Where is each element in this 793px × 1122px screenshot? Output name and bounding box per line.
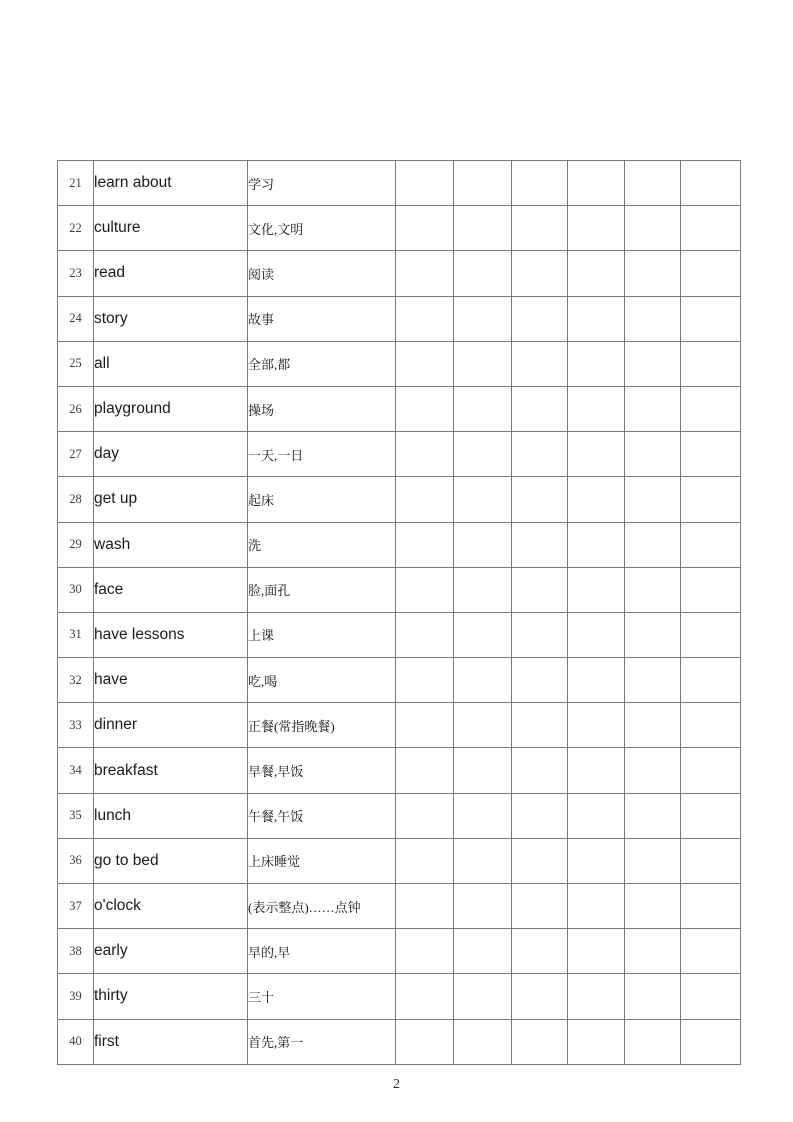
practice-cell	[512, 251, 568, 296]
row-number: 27	[58, 432, 94, 477]
practice-cell	[568, 206, 625, 251]
english-word: lunch	[94, 793, 248, 838]
row-number: 29	[58, 522, 94, 567]
table-row	[58, 884, 741, 929]
english-word: have lessons	[94, 612, 248, 657]
row-number: 23	[58, 251, 94, 296]
practice-cell	[396, 206, 454, 251]
table-row	[58, 703, 741, 748]
practice-cell	[454, 838, 512, 883]
row-number: 28	[58, 477, 94, 522]
practice-cell	[512, 296, 568, 341]
english-word: story	[94, 296, 248, 341]
row-number: 39	[58, 974, 94, 1019]
row-number: 32	[58, 658, 94, 703]
practice-cell	[625, 974, 681, 1019]
practice-cell	[396, 522, 454, 567]
practice-cell	[396, 929, 454, 974]
english-word: day	[94, 432, 248, 477]
practice-cell	[681, 793, 741, 838]
practice-cell	[681, 341, 741, 386]
english-word: read	[94, 251, 248, 296]
practice-cell	[512, 477, 568, 522]
english-word: thirty	[94, 974, 248, 1019]
practice-cell	[625, 296, 681, 341]
practice-cell	[625, 432, 681, 477]
practice-cell	[681, 206, 741, 251]
vocabulary-table	[57, 160, 741, 1065]
english-word: early	[94, 929, 248, 974]
practice-cell	[568, 703, 625, 748]
practice-cell	[568, 161, 625, 206]
practice-cell	[568, 386, 625, 431]
chinese-meaning: 操场	[248, 386, 396, 431]
english-word: have	[94, 658, 248, 703]
practice-cell	[681, 929, 741, 974]
english-word: all	[94, 341, 248, 386]
chinese-meaning: 一天,一日	[248, 432, 396, 477]
table-row	[58, 251, 741, 296]
table-row	[58, 567, 741, 612]
chinese-meaning: 文化,文明	[248, 206, 396, 251]
chinese-meaning: 洗	[248, 522, 396, 567]
practice-cell	[396, 477, 454, 522]
english-word: get up	[94, 477, 248, 522]
practice-cell	[681, 838, 741, 883]
practice-cell	[568, 884, 625, 929]
practice-cell	[681, 612, 741, 657]
practice-cell	[454, 432, 512, 477]
table-row	[58, 206, 741, 251]
practice-cell	[568, 477, 625, 522]
practice-cell	[512, 522, 568, 567]
row-number: 21	[58, 161, 94, 206]
practice-cell	[396, 296, 454, 341]
practice-cell	[396, 612, 454, 657]
practice-cell	[681, 1019, 741, 1064]
practice-cell	[396, 386, 454, 431]
table-row	[58, 432, 741, 477]
row-number: 40	[58, 1019, 94, 1064]
practice-cell	[512, 161, 568, 206]
table-row	[58, 161, 741, 206]
practice-cell	[568, 974, 625, 1019]
table-row	[58, 1019, 741, 1064]
practice-cell	[512, 432, 568, 477]
practice-cell	[512, 884, 568, 929]
practice-cell	[512, 567, 568, 612]
practice-cell	[512, 658, 568, 703]
practice-cell	[625, 793, 681, 838]
practice-cell	[681, 884, 741, 929]
practice-cell	[568, 341, 625, 386]
practice-cell	[681, 161, 741, 206]
table-row	[58, 341, 741, 386]
practice-cell	[625, 703, 681, 748]
practice-cell	[454, 1019, 512, 1064]
practice-cell	[396, 432, 454, 477]
practice-cell	[625, 567, 681, 612]
table-body	[58, 161, 741, 1065]
practice-cell	[454, 251, 512, 296]
table-row	[58, 838, 741, 883]
chinese-meaning: 午餐,午饭	[248, 793, 396, 838]
table-row	[58, 929, 741, 974]
practice-cell	[681, 386, 741, 431]
practice-cell	[625, 1019, 681, 1064]
practice-cell	[454, 929, 512, 974]
practice-cell	[454, 748, 512, 793]
chinese-meaning: 早餐,早饭	[248, 748, 396, 793]
practice-cell	[625, 341, 681, 386]
practice-cell	[454, 793, 512, 838]
practice-cell	[396, 748, 454, 793]
practice-cell	[568, 929, 625, 974]
row-number: 38	[58, 929, 94, 974]
row-number: 25	[58, 341, 94, 386]
practice-cell	[512, 703, 568, 748]
practice-cell	[625, 658, 681, 703]
english-word: playground	[94, 386, 248, 431]
practice-cell	[512, 386, 568, 431]
practice-cell	[681, 251, 741, 296]
practice-cell	[681, 748, 741, 793]
practice-cell	[568, 522, 625, 567]
practice-cell	[625, 612, 681, 657]
practice-cell	[568, 838, 625, 883]
practice-cell	[625, 477, 681, 522]
practice-cell	[454, 386, 512, 431]
practice-cell	[396, 838, 454, 883]
practice-cell	[568, 251, 625, 296]
table-row	[58, 658, 741, 703]
practice-cell	[568, 658, 625, 703]
table-row	[58, 522, 741, 567]
practice-cell	[396, 1019, 454, 1064]
chinese-meaning: 阅读	[248, 251, 396, 296]
practice-cell	[454, 612, 512, 657]
table-row	[58, 748, 741, 793]
english-word: o'clock	[94, 884, 248, 929]
chinese-meaning: 学习	[248, 161, 396, 206]
practice-cell	[396, 884, 454, 929]
row-number: 34	[58, 748, 94, 793]
practice-cell	[454, 341, 512, 386]
practice-cell	[454, 477, 512, 522]
practice-cell	[396, 974, 454, 1019]
practice-cell	[396, 567, 454, 612]
table-row	[58, 296, 741, 341]
practice-cell	[396, 161, 454, 206]
chinese-meaning: 早的,早	[248, 929, 396, 974]
row-number: 33	[58, 703, 94, 748]
chinese-meaning: 故事	[248, 296, 396, 341]
practice-cell	[396, 658, 454, 703]
english-word: dinner	[94, 703, 248, 748]
chinese-meaning: 全部,都	[248, 341, 396, 386]
table-row	[58, 477, 741, 522]
chinese-meaning: 上床睡觉	[248, 838, 396, 883]
practice-cell	[512, 838, 568, 883]
row-number: 30	[58, 567, 94, 612]
practice-cell	[625, 884, 681, 929]
practice-cell	[454, 974, 512, 1019]
table-row	[58, 386, 741, 431]
practice-cell	[454, 161, 512, 206]
practice-cell	[454, 567, 512, 612]
row-number: 26	[58, 386, 94, 431]
practice-cell	[681, 522, 741, 567]
practice-cell	[625, 206, 681, 251]
practice-cell	[568, 748, 625, 793]
practice-cell	[454, 522, 512, 567]
chinese-meaning: 三十	[248, 974, 396, 1019]
practice-cell	[568, 793, 625, 838]
english-word: learn about	[94, 161, 248, 206]
practice-cell	[681, 296, 741, 341]
practice-cell	[512, 341, 568, 386]
table-row	[58, 612, 741, 657]
practice-cell	[568, 567, 625, 612]
chinese-meaning: 首先,第一	[248, 1019, 396, 1064]
english-word: culture	[94, 206, 248, 251]
practice-cell	[568, 296, 625, 341]
practice-cell	[454, 703, 512, 748]
chinese-meaning: 起床	[248, 477, 396, 522]
practice-cell	[681, 567, 741, 612]
practice-cell	[681, 477, 741, 522]
practice-cell	[396, 703, 454, 748]
chinese-meaning: 上课	[248, 612, 396, 657]
practice-cell	[512, 929, 568, 974]
practice-cell	[396, 793, 454, 838]
practice-cell	[625, 838, 681, 883]
chinese-meaning: 正餐(常指晚餐)	[248, 703, 396, 748]
table-row	[58, 793, 741, 838]
practice-cell	[512, 612, 568, 657]
practice-cell	[681, 658, 741, 703]
table-row	[58, 974, 741, 1019]
practice-cell	[681, 703, 741, 748]
practice-cell	[625, 522, 681, 567]
row-number: 36	[58, 838, 94, 883]
english-word: first	[94, 1019, 248, 1064]
practice-cell	[396, 251, 454, 296]
practice-cell	[625, 929, 681, 974]
practice-cell	[681, 432, 741, 477]
practice-cell	[681, 974, 741, 1019]
practice-cell	[625, 251, 681, 296]
chinese-meaning: 脸,面孔	[248, 567, 396, 612]
practice-cell	[454, 658, 512, 703]
practice-cell	[512, 793, 568, 838]
english-word: go to bed	[94, 838, 248, 883]
practice-cell	[568, 432, 625, 477]
page-number: 2	[393, 1077, 400, 1092]
chinese-meaning: 吃,喝	[248, 658, 396, 703]
practice-cell	[625, 161, 681, 206]
practice-cell	[568, 612, 625, 657]
practice-cell	[454, 296, 512, 341]
practice-cell	[454, 206, 512, 251]
practice-cell	[454, 884, 512, 929]
practice-cell	[512, 206, 568, 251]
practice-cell	[396, 341, 454, 386]
practice-cell	[625, 748, 681, 793]
row-number: 22	[58, 206, 94, 251]
row-number: 31	[58, 612, 94, 657]
practice-cell	[625, 386, 681, 431]
english-word: face	[94, 567, 248, 612]
chinese-meaning: (表示整点)……点钟	[248, 884, 396, 929]
practice-cell	[512, 974, 568, 1019]
english-word: breakfast	[94, 748, 248, 793]
practice-cell	[512, 1019, 568, 1064]
row-number: 35	[58, 793, 94, 838]
row-number: 24	[58, 296, 94, 341]
practice-cell	[568, 1019, 625, 1064]
row-number: 37	[58, 884, 94, 929]
english-word: wash	[94, 522, 248, 567]
practice-cell	[512, 748, 568, 793]
